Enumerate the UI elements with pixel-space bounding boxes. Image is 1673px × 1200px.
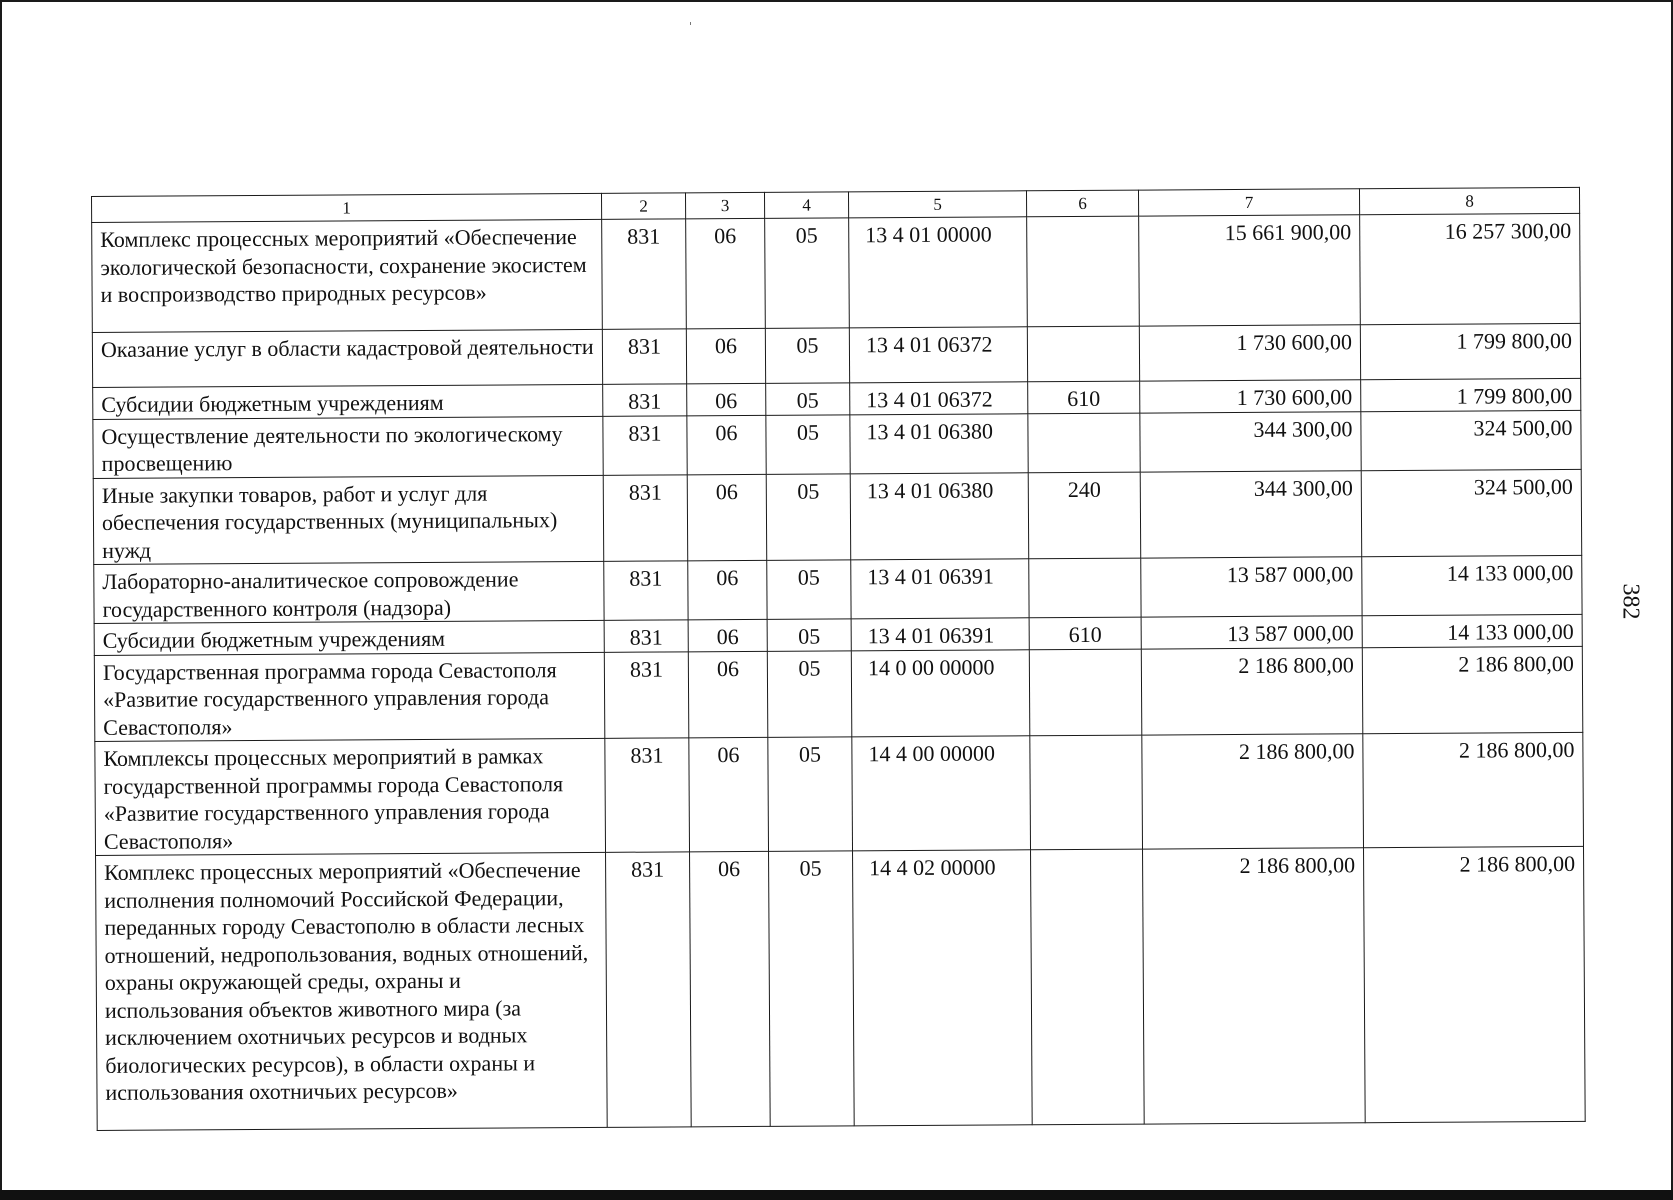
row-expense-type [1027,326,1139,382]
row-target-article: 13 4 01 06380 [850,472,1029,560]
row-grbs: 831 [605,738,690,853]
row-grbs: 831 [603,384,687,416]
row-section: 06 [689,737,769,851]
row-name: Осуществление деятельности по экологическому просвещению [93,416,603,478]
table-row [95,732,1584,855]
row-section: 06 [686,328,765,383]
table-row [93,469,1582,565]
row-amount-7: 2 186 800,00 [1143,848,1366,1124]
row-grbs: 831 [604,651,689,738]
table-row [96,846,1586,1130]
row-subsection: 05 [766,473,851,560]
row-target-article: 14 4 02 00000 [853,850,1033,1126]
row-grbs: 831 [604,561,688,621]
header-cell-6: 6 [1026,190,1138,217]
row-amount-7: 13 587 000,00 [1141,616,1362,649]
row-subsection: 05 [767,650,852,737]
row-amount-8: 324 500,00 [1361,410,1581,470]
row-name: Комплекс процессных мероприятий «Обеспечение исполнения полномочий Российской Федерации, переданных городу Севастополю в области лесных отношений, недропользования, водных отношений, охраны окружающей среды, охраны и использования объектов животного мира (за исключением охотничьих ресурсов и водных биологических ресурсов), в области охраны и использования охотничьих ресурсов» [96,852,608,1130]
row-section: 06 [688,619,767,651]
row-name: Субсидии бюджетным учреждениям [94,620,604,655]
row-expense-type [1031,849,1145,1125]
row-name: Оказание услуг в области кадастровой деятельности [92,329,602,387]
row-name: Комплексы процессных мероприятий в рамках государственной программы города Севастополя «Развитие государственного управления города Севастополя» [95,738,606,855]
row-target-article: 13 4 01 00000 [849,217,1028,328]
row-amount-8: 14 133 000,00 [1362,555,1582,615]
row-expense-type [1029,649,1142,736]
row-amount-7: 1 730 600,00 [1140,380,1361,413]
row-grbs: 831 [603,474,688,561]
row-target-article: 14 4 00 00000 [852,736,1031,851]
row-target-article: 13 4 01 06372 [849,327,1027,383]
row-expense-type: 610 [1028,381,1140,413]
row-expense-type [1030,735,1143,850]
row-amount-8: 324 500,00 [1361,469,1582,557]
row-name: Лабораторно-аналитическое сопровождение государственного контроля (надзора) [94,561,604,623]
row-subsection: 05 [765,218,850,329]
row-expense-type [1029,558,1141,618]
row-subsection: 05 [766,383,850,415]
row-target-article: 14 0 00 00000 [851,649,1030,737]
row-name: Иные закупки товаров, работ и услуг для обеспечения государственных (муниципальных) нужд [93,475,604,565]
row-subsection: 05 [768,737,853,852]
row-grbs: 831 [606,852,692,1128]
row-expense-type: 610 [1029,617,1141,649]
row-target-article: 13 4 01 06372 [850,382,1028,415]
header-cell-7: 7 [1138,189,1359,216]
row-grbs: 831 [603,415,687,475]
header-cell-2: 2 [601,193,685,220]
row-amount-8: 16 257 300,00 [1360,213,1581,324]
row-amount-8: 2 186 800,00 [1363,732,1584,847]
row-amount-7: 2 186 800,00 [1142,734,1364,849]
row-section: 06 [687,415,766,474]
row-amount-8: 1 799 800,00 [1360,323,1580,379]
row-subsection: 05 [769,851,855,1127]
row-target-article: 13 4 01 06380 [850,413,1028,473]
row-amount-7: 2 186 800,00 [1141,647,1363,735]
row-section: 06 [688,651,768,738]
row-amount-7: 344 300,00 [1140,470,1362,558]
row-subsection: 05 [767,619,851,651]
row-grbs: 831 [602,219,687,330]
row-amount-8: 2 186 800,00 [1364,846,1586,1122]
row-amount-8: 1 799 800,00 [1361,378,1581,411]
header-cell-1: 1 [92,193,602,222]
row-subsection: 05 [766,414,850,474]
table-row [92,323,1580,387]
row-grbs: 831 [602,329,686,385]
table-row [94,646,1583,742]
table-row [94,555,1582,623]
budget-table [91,187,1586,1131]
row-expense-type [1028,413,1140,473]
row-subsection: 05 [767,560,851,620]
row-target-article: 13 4 01 06391 [851,618,1029,651]
header-cell-4: 4 [764,192,848,219]
row-name: Комплекс процессных мероприятий «Обеспечение экологической безопасности, сохранение экосистем и воспроизводство природных ресурсов» [92,219,603,332]
header-cell-8: 8 [1359,187,1579,214]
row-section: 06 [690,851,771,1126]
row-amount-7: 1 730 600,00 [1139,325,1360,381]
scan-border [0,1190,1673,1200]
row-target-article: 13 4 01 06391 [851,559,1029,619]
header-cell-5: 5 [848,191,1026,218]
row-amount-7: 344 300,00 [1140,411,1361,471]
row-section: 06 [687,383,766,415]
table-row [92,213,1581,332]
row-section: 06 [688,560,767,619]
row-amount-7: 13 587 000,00 [1141,557,1362,617]
row-amount-7: 15 661 900,00 [1139,215,1361,326]
row-expense-type: 240 [1028,472,1141,559]
row-name: Государственная программа города Севастополя «Развитие государственного управления города Севастополя» [94,652,605,742]
row-section: 06 [686,218,766,328]
scan-mark [690,22,691,25]
page-number: 382 [1617,583,1644,620]
row-amount-8: 14 133 000,00 [1362,614,1582,647]
row-name: Субсидии бюджетным учреждениям [93,384,603,419]
row-expense-type [1027,216,1140,327]
row-grbs: 831 [604,620,688,652]
table-row [93,410,1581,478]
row-section: 06 [687,474,767,561]
header-cell-3: 3 [685,192,764,218]
row-amount-8: 2 186 800,00 [1362,646,1583,734]
row-subsection: 05 [765,328,849,384]
